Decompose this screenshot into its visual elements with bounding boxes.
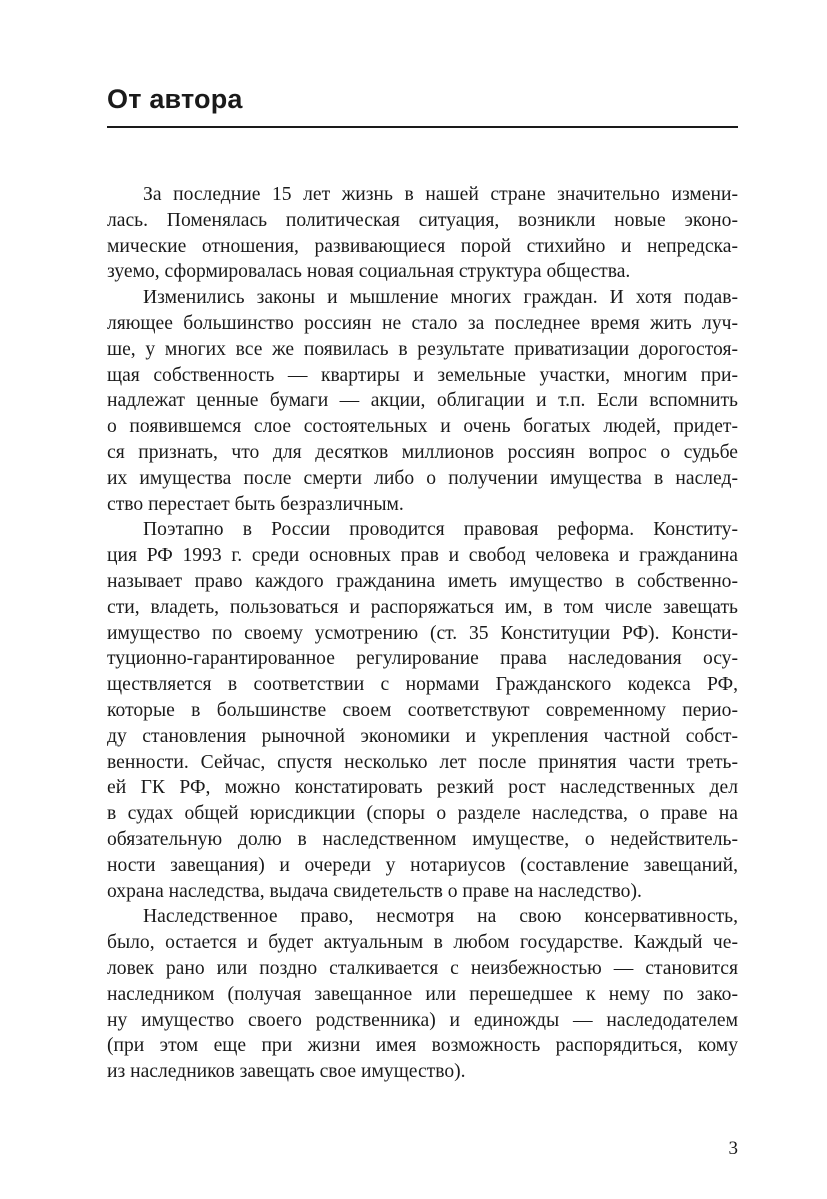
text-line: ей ГК РФ, можно констатировать резкий рост наследственных дел: [107, 777, 738, 799]
text-line: ся признать, что для десятков миллионов россиян вопрос о судьбе: [107, 441, 738, 463]
body-text: [107, 182, 738, 1085]
text-line: в судах общей юрисдикции (споры о разделе наследства, о праве на: [107, 803, 738, 825]
text-line: было, остается и будет актуальным в любом государстве. Каждый че-: [107, 932, 738, 954]
text-line: лась. Поменялась политическая ситуация, возникли новые эконо-: [107, 209, 738, 231]
text-line: Поэтапно в России проводится правовая реформа. Конститу-: [143, 519, 738, 541]
text-line: ну имущество своего родственника) и единожды — наследодателем: [107, 1009, 738, 1031]
text-line: называет право каждого гражданина иметь имущество в собственно-: [107, 570, 738, 592]
text-line: ция РФ 1993 г. среди основных прав и свобод человека и гражданина: [107, 545, 738, 567]
text-line: ду становления рыночной экономики и укрепления частной собст-: [107, 725, 738, 747]
text-line: Наследственное право, несмотря на свою консервативность,: [143, 906, 738, 928]
text-line: щая собственность — квартиры и земельные участки, многим при-: [107, 364, 738, 386]
text-line: венности. Сейчас, спустя несколько лет после принятия части треть-: [107, 751, 738, 773]
text-line: ности завещания) и очереди у нотариусов (составление завещаний,: [107, 854, 738, 876]
text-line: мические отношения, развивающиеся порой стихийно и непредска-: [107, 235, 738, 257]
text-line: имущество по своему усмотрению (ст. 35 Конституции РФ). Консти-: [107, 622, 738, 644]
text-line: ловек рано или поздно сталкивается с неизбежностью — становится: [107, 957, 738, 979]
paragraph-4: [107, 904, 738, 1085]
paragraph-1: [107, 182, 738, 285]
text-line: ство перестает быть безразличным.: [107, 493, 404, 515]
text-line: их имущества после смерти либо о получении имущества в наслед-: [107, 467, 738, 489]
text-line: ляющее большинство россиян не стало за последнее время жить луч-: [107, 312, 738, 334]
text-line: туционно-гарантированное регулирование права наследования осу-: [107, 648, 738, 670]
text-line: Изменились законы и мышление многих граждан. И хотя подав-: [143, 287, 738, 309]
text-line: ществляется в соответствии с нормами Гражданского кодекса РФ,: [107, 674, 738, 696]
paragraph-3: [107, 517, 738, 904]
title-divider: [107, 126, 738, 128]
page-number: 3: [728, 1138, 738, 1159]
text-line: охрана наследства, выдача свидетельств о праве на наследство).: [107, 880, 642, 902]
text-line: из наследников завещать свое имущество).: [107, 1061, 466, 1083]
text-line: (при этом еще при жизни имея возможность распорядиться, кому: [107, 1035, 738, 1057]
text-line: ше, у многих все же появилась в результате приватизации дорогостоя-: [107, 338, 738, 360]
text-line: зуемо, сформировалась новая социальная структура общества.: [107, 261, 631, 283]
text-line: сти, владеть, пользоваться и распоряжаться им, в том числе завещать: [107, 596, 738, 618]
text-line: За последние 15 лет жизнь в нашей стране значительно измени-: [143, 184, 738, 205]
text-line: обязательную долю в наследственном имуществе, о недействитель-: [107, 828, 738, 850]
text-line: о появившемся слое состоятельных и очень богатых людей, придет-: [107, 416, 738, 438]
text-line: наследником (получая завещанное или перешедшее к нему по зако-: [107, 983, 738, 1005]
paragraph-2: [107, 285, 738, 517]
page-title: От автора: [107, 84, 243, 114]
text-line: которые в большинстве своем соответствуют современному перио-: [107, 699, 738, 721]
text-line: надлежат ценные бумаги — акции, облигации и т.п. Если вспомнить: [107, 390, 738, 412]
